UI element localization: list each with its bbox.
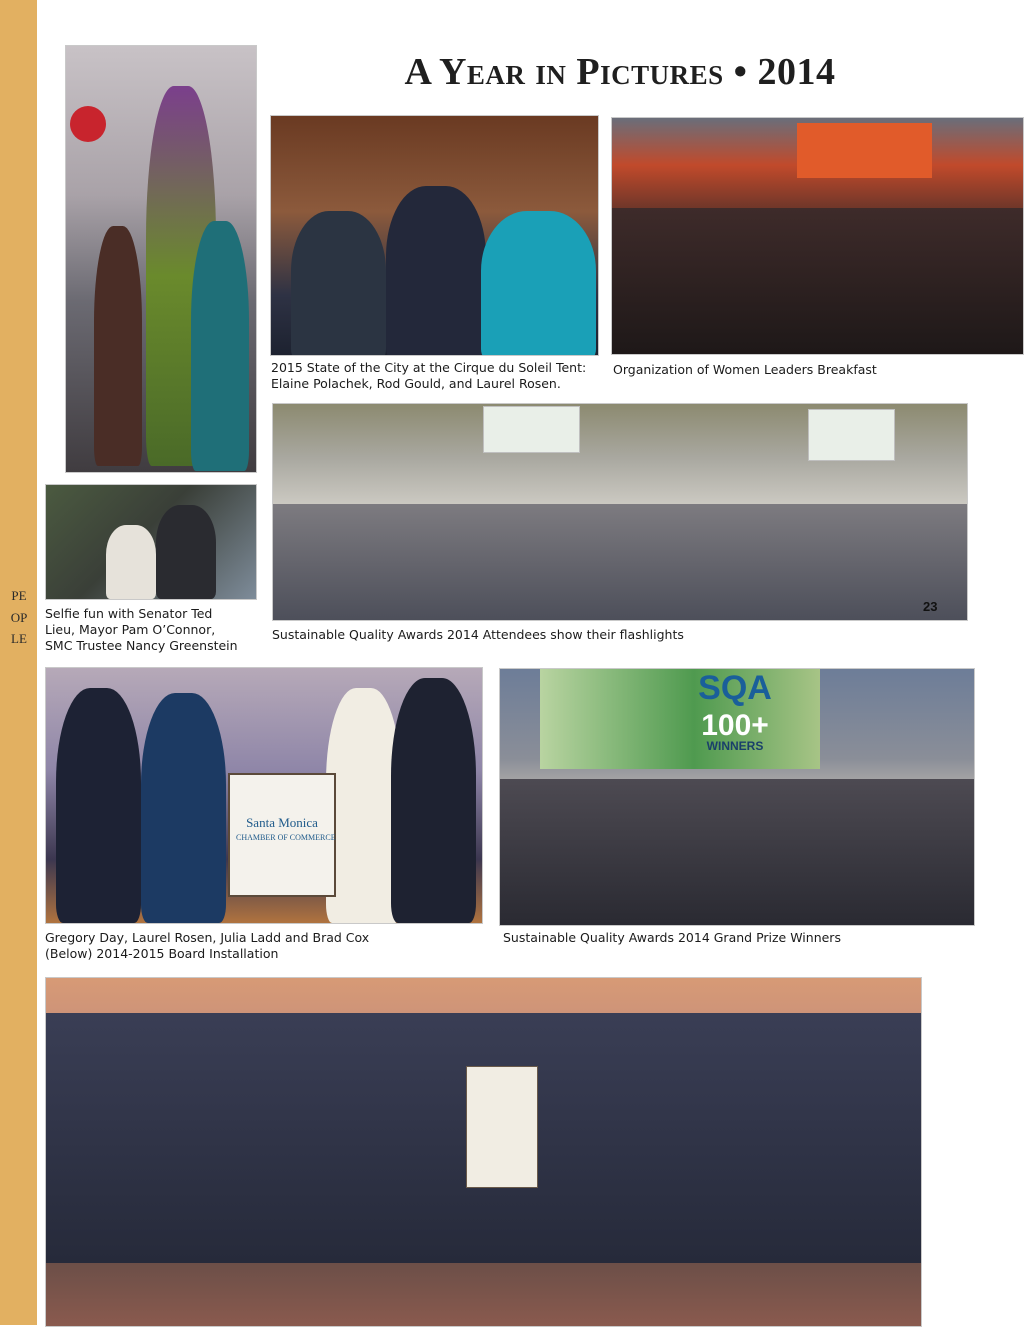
page-title: A Year in Pictures • 2014 (404, 51, 836, 93)
caption-line: Elaine Polachek, Rod Gould, and Laurel Rosen. (271, 376, 561, 391)
caption-board-four (45, 930, 369, 962)
caption-line: (Below) 2014-2015 Board Installation (45, 946, 279, 961)
caption-line: Sustainable Quality Awards 2014 Grand Prize Winners (503, 930, 841, 945)
podium-line: Santa Monica (246, 815, 318, 830)
sqa-count: 100+ (701, 709, 769, 742)
projection-screen (808, 409, 895, 461)
seated-attendees (273, 504, 967, 620)
person-blonde (106, 525, 156, 599)
sqa-banner (540, 669, 820, 769)
umbrella (70, 106, 106, 142)
photo-sqa-winners (499, 668, 975, 926)
podium-line: CHAMBER OF COMMERCE (236, 833, 336, 842)
flower-artwork (797, 123, 932, 178)
carpet (46, 1263, 921, 1326)
person-right (481, 211, 596, 356)
caption-line: 2015 State of the City at the Cirque du Soleil Tent: (271, 360, 587, 375)
person-gregory (56, 688, 141, 923)
section-label: PEOPLE (10, 588, 28, 646)
caption-line: Sustainable Quality Awards 2014 Attendees show their flashlights (272, 627, 684, 642)
photo-board-four (45, 667, 483, 924)
caption-state-of-city (271, 360, 586, 392)
caption-women-leaders (613, 362, 877, 378)
person-center (386, 186, 486, 356)
photo-stilt-performer (65, 45, 257, 473)
caption-line: Organization of Women Leaders Breakfast (613, 362, 877, 377)
photo-selfie (45, 484, 257, 600)
side-accent-band (0, 0, 37, 1325)
caption-sqa-attendees (272, 627, 684, 643)
person-left (94, 226, 142, 466)
person-julia (326, 688, 401, 923)
caption-selfie (45, 606, 238, 654)
caption-line: SMC Trustee Nancy Greenstein (45, 638, 238, 653)
photo-state-of-city (270, 115, 599, 356)
caption-line: Selfie fun with Senator Ted (45, 606, 213, 621)
table-number: 23 (923, 599, 938, 614)
projection-screen (483, 406, 580, 453)
caption-line: Gregory Day, Laurel Rosen, Julia Ladd and Brad Cox (45, 930, 370, 945)
podium-text (236, 815, 336, 845)
person-left (291, 211, 386, 356)
sqa-logo: SQA (698, 669, 772, 707)
winners-group (500, 779, 974, 925)
caption-sqa-winners (503, 930, 841, 946)
caption-line: Lieu, Mayor Pam O’Connor, (45, 622, 216, 637)
podium-sign (228, 773, 336, 897)
podium-sign (466, 1066, 538, 1188)
person-right (156, 505, 216, 599)
person-right (191, 221, 249, 471)
group-of-women (612, 208, 1023, 354)
person-brad (391, 678, 476, 923)
photo-women-leaders (611, 117, 1024, 355)
sqa-winners-label: WINNERS (706, 739, 764, 753)
photo-sqa-attendees (272, 403, 968, 621)
person-laurel (141, 693, 226, 923)
photo-board-installation (45, 977, 922, 1327)
